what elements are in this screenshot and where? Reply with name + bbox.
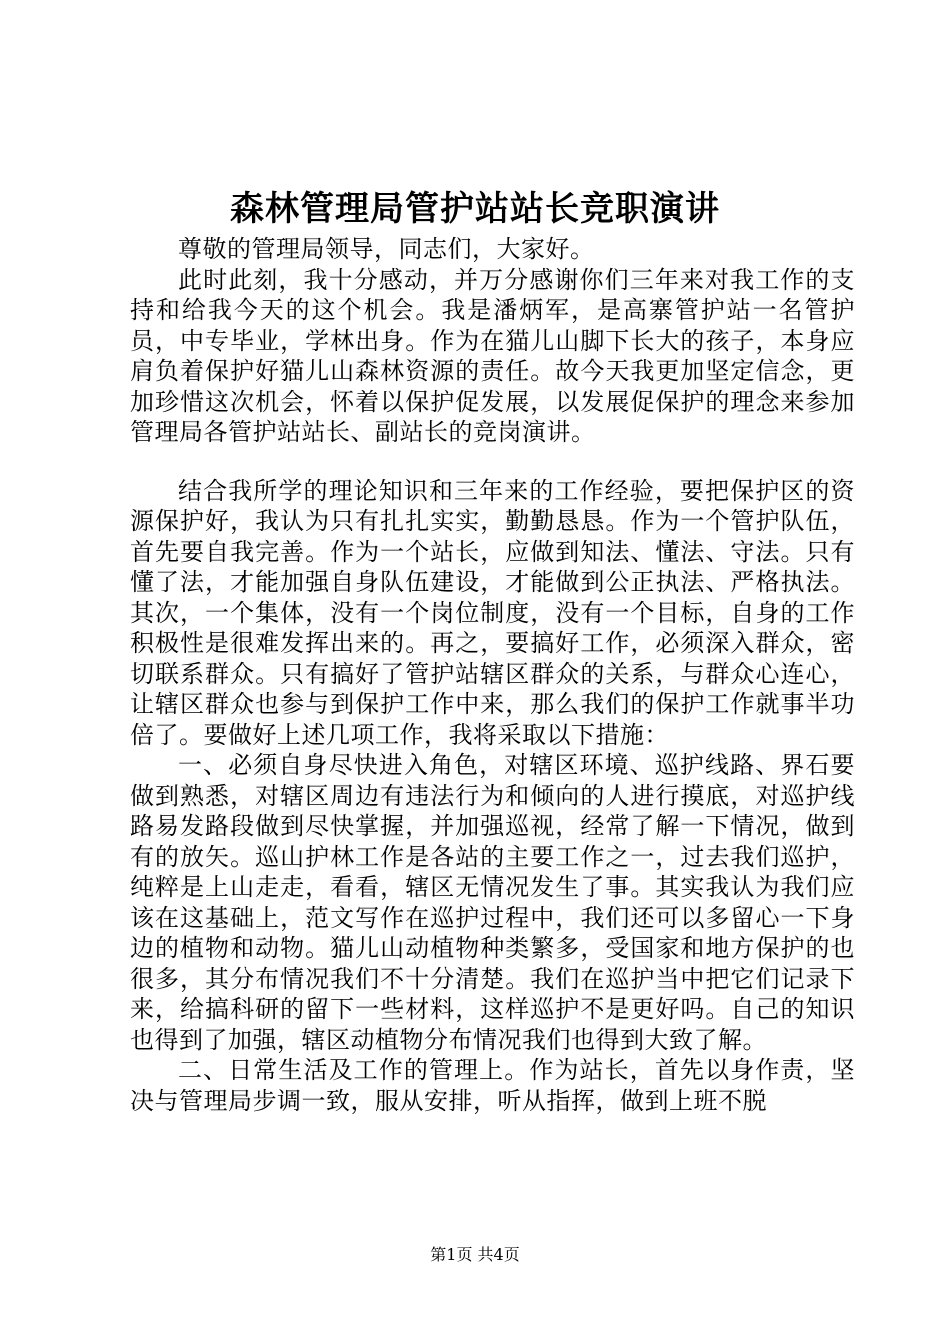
- paragraph-measure-one: 一、必须自身尽快进入角色，对辖区环境、巡护线路、界石要做到熟悉，对辖区周边有违法行为和倾向的人进行摸底，对巡护线路易发路段做到尽快掌握，并加强巡视，经常了解一下情况，做到有的放矢。巡山护林工作是各站的主要工作之一，过去我们巡护，纯粹是上山走走，看看，辖区无情况发生了事。其实我认为我们应该在这基础上，范文写作在巡护过程中，我们还可以多留心一下身边的植物和动物。猫儿山动植物种类繁多，受国家和地方保护的也很多，其分布情况我们不十分清楚。我们在巡护当中把它们记录下来，给搞科研的留下一些材料，这样巡护不是更好吗。自己的知识也得到了加强，辖区动植物分布情况我们也得到大致了解。: [130, 751, 855, 1054]
- document-title: 森林管理局管护站站长竞职演讲: [230, 189, 720, 229]
- paragraph-introduction: 此时此刻，我十分感动，并万分感谢你们三年来对我工作的支持和给我今天的这个机会。我是潘炳军，是高寨管护站一名管护员，中专毕业，学林出身。作为在猫儿山脚下长大的孩子，本身应肩负着保护好猫儿山森林资源的责任。故今天我更加坚定信念，更加珍惜这次机会，怀着以保护促发展，以发展促保护的理念来参加管理局各管护站站长、副站长的竞岗演讲。: [130, 265, 855, 446]
- page-number-footer: 第1页 共4页: [430, 1245, 520, 1264]
- paragraph-spacer: [130, 448, 855, 476]
- paragraph-work-experience: 结合我所学的理论知识和三年来的工作经验，要把保护区的资源保护好，我认为只有扎扎实实，勤勤恳恳。作为一个管护队伍，首先要自我完善。作为一个站长，应做到知法、懂法、守法。只有懂了法，才能加强自身队伍建设，才能做到公正执法、严格执法。其次，一个集体，没有一个岗位制度，没有一个目标，自身的工作积极性是很难发挥出来的。再之，要搞好工作，必须深入群众，密切联系群众。只有搞好了管护站辖区群众的关系，与群众心连心，让辖区群众也参与到保护工作中来，那么我们的保护工作就事半功倍了。要做好上述几项工作，我将采取以下措施：: [130, 476, 855, 749]
- paragraph-measure-two: 二、日常生活及工作的管理上。作为站长，首先以身作责，坚决与管理局步调一致，服从安排，听从指挥，做到上班不脱: [130, 1056, 855, 1115]
- paragraph-greeting: 尊敬的管理局领导，同志们，大家好。: [178, 235, 595, 263]
- document-body: [130, 234, 855, 1116]
